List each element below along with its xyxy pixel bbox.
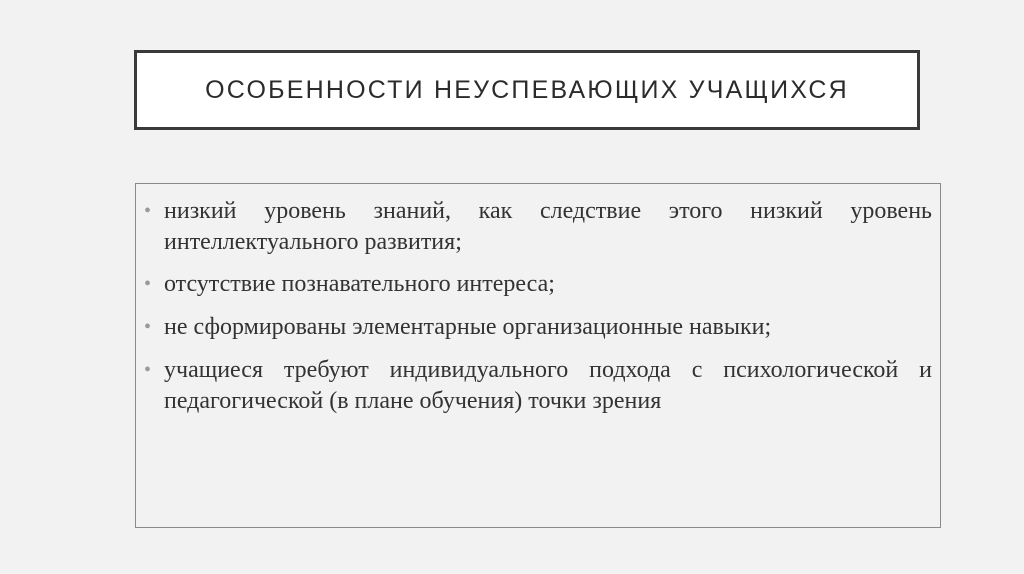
bullet-icon: • (144, 316, 152, 339)
bullet-text: учащиеся требуют индивидуального подхода с психологической и педагогической (в плане обучения) точки зрения (164, 356, 932, 414)
title-box (134, 50, 920, 130)
slide-title: ОСОБЕННОСТИ НЕУСПЕВАЮЩИХ УЧАЩИХСЯ (205, 75, 849, 104)
bullet-icon: • (144, 358, 152, 381)
bullet-text: отсутствие познавательного интереса; (164, 271, 555, 298)
bullet-text: не сформированы элементарные организационные навыки; (164, 314, 772, 341)
bullet-item (144, 312, 932, 343)
bullet-icon: • (144, 273, 152, 296)
bullet-icon: • (144, 200, 152, 222)
bullet-item (144, 196, 932, 257)
bullet-item (144, 269, 932, 300)
content-box (135, 183, 941, 528)
bullet-item (144, 355, 932, 416)
bullet-list (144, 196, 932, 416)
bullet-text: низкий уровень знаний, как следствие этого низкий уровень интеллектуального развития; (164, 198, 932, 255)
